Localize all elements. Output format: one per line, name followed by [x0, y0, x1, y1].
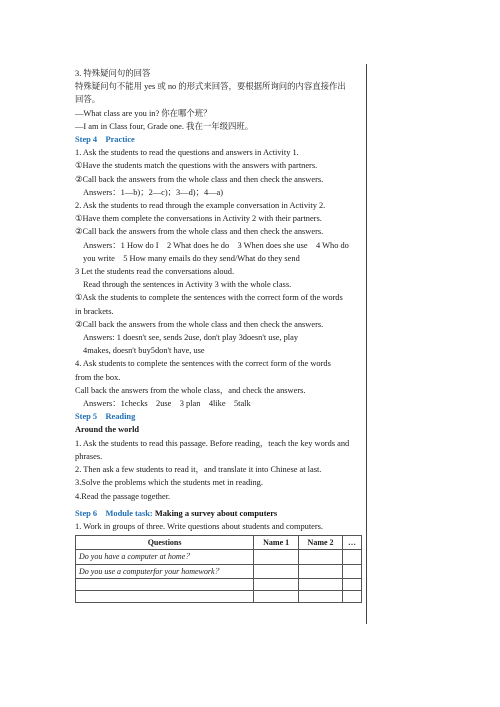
module-task-heading: [75, 507, 364, 520]
text-line: Answers：1checks 2use 3 plan 4like 5talk: [83, 399, 251, 409]
answer-cell: [299, 590, 343, 602]
margin-rule: [366, 64, 367, 624]
step-heading: Step 4 Practice: [75, 135, 135, 145]
text-line: 3.Solve the problems which the students met in reading.: [75, 478, 263, 488]
text-line: 1. Ask the students to read the questions and answers in Activity 1.: [75, 148, 299, 158]
answer-cell: [254, 550, 299, 564]
answer-cell: [254, 564, 299, 578]
section-title: Around the world: [75, 425, 140, 435]
answer-cell: [299, 564, 343, 578]
table-body: [76, 550, 362, 602]
text-line: ②Call back the answers from the whole class and then check the answers.: [75, 174, 324, 184]
text-line: 1. Ask the students to read this passage. Before reading，teach the key words and: [75, 438, 350, 448]
text-line: 回答。: [75, 95, 101, 105]
survey-table: [75, 535, 362, 603]
step-heading: Step 5 Reading: [75, 412, 136, 422]
text-line: ①Ask the students to complete the sentences with the correct form of the words: [75, 293, 343, 303]
module-task-title: Making a survey about computers: [154, 508, 278, 518]
table-row: [76, 578, 362, 590]
answer-cell: [254, 578, 299, 590]
text-line: 2. Ask the students to read through the example conversation in Activity 2.: [75, 201, 326, 211]
answer-cell: [299, 550, 343, 564]
answer-cell: [343, 578, 362, 590]
header-more: …: [343, 536, 362, 550]
answer-cell: [343, 564, 362, 578]
question-cell: [76, 578, 254, 590]
text-line: 3. 特殊疑问句的回答: [75, 69, 151, 78]
text-line: —I am in Class four, Grade one. 我在一年级四班。: [75, 121, 254, 131]
table-row: [76, 564, 362, 578]
text-line: Call back the answers from the whole class，and check the answers.: [75, 385, 306, 395]
step-label: Step 6 Module task:: [75, 508, 153, 518]
text-line: 4makes, doesn't buy5don't have, use: [83, 346, 205, 356]
text-line: ②Call back the answers from the whole class and then check the answers.: [75, 319, 324, 329]
answer-cell: [343, 590, 362, 602]
text-line: 4.Read the passage together.: [75, 491, 171, 501]
header-name-1: Name 1: [254, 536, 299, 550]
question-cell: Do you have a computer at home？: [76, 550, 254, 564]
text-lines: [75, 67, 364, 503]
text-line: 2. Then ask a few students to read it，and translate it into Chinese at last.: [75, 465, 322, 475]
text-line: ②Call back the answers from the whole class and then check the answers.: [75, 227, 324, 237]
text-line: Answers：1 How do I 2 What does he do 3 When does she use 4 Who do: [83, 240, 349, 250]
document-body: [75, 67, 364, 603]
text-line: Answers：1—b)；2—c)；3—d)；4—a): [83, 187, 224, 197]
text-line: phrases.: [75, 451, 103, 461]
module-task-instruction: 1. Work in groups of three. Write questions about students and computers.: [75, 521, 324, 531]
text-line: ①Have the students match the questions with the answers with partners.: [75, 161, 318, 171]
header-name-2: Name 2: [299, 536, 343, 550]
table-row: [76, 590, 362, 602]
text-line: ①Have them complete the conversations in Activity 2 with their partners.: [75, 214, 322, 224]
table-row: [76, 550, 362, 564]
question-cell: [76, 590, 254, 602]
text-line: Answers: 1 doesn't see, sends 2use, don't play 3doesn't use, play: [83, 333, 299, 343]
table-header-row: [76, 536, 362, 550]
text-line: in brackets.: [75, 306, 114, 316]
text-line: from the box.: [75, 372, 121, 382]
text-line: you write 5 How many emails do they send/What do they send: [83, 253, 300, 263]
header-questions: Questions: [76, 536, 254, 550]
answer-cell: [254, 590, 299, 602]
question-cell: Do you use a computerfor your homework？: [76, 564, 254, 578]
text-line: —What class are you in? 你在哪个班？: [75, 108, 212, 118]
answer-cell: [299, 578, 343, 590]
text-line: 特殊疑问句不能用 yes 或 no 的形式来回答，要根据所询问的内容直接作出: [75, 82, 346, 92]
answer-cell: [343, 550, 362, 564]
text-line: 3 Let the students read the conversations aloud.: [75, 267, 235, 277]
text-line: 4. Ask students to complete the sentences with the correct form of the words: [75, 359, 331, 369]
text-line: Read through the sentences in Activity 3 with the whole class.: [83, 280, 292, 290]
